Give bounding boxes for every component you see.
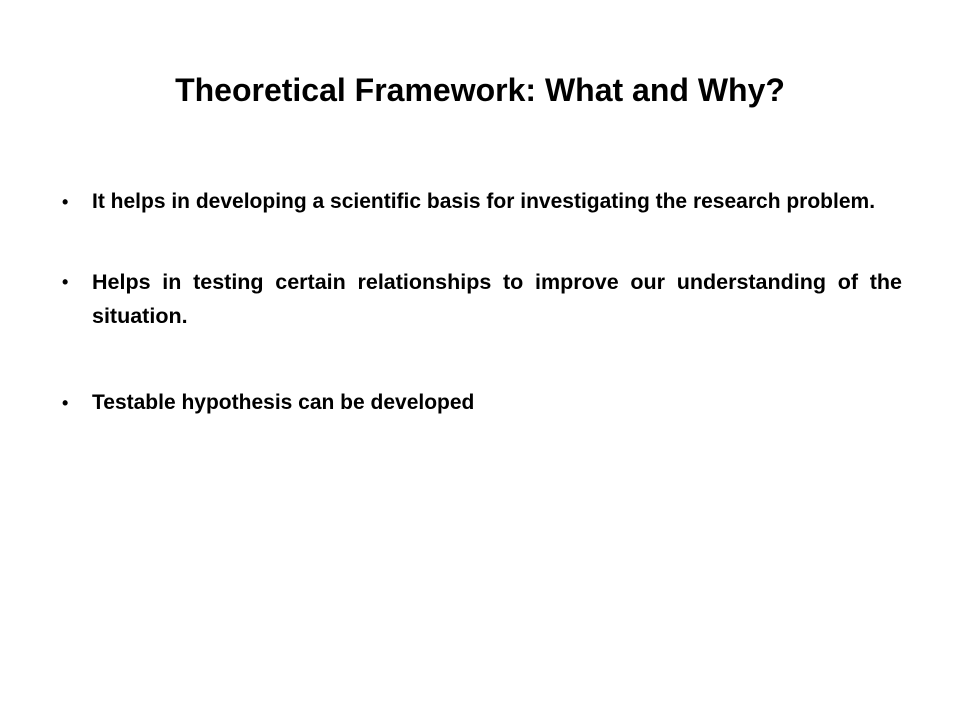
bullet-text: Testable hypothesis can be developed [92,391,475,414]
bullet-text: It helps in developing a scientific basis for investigating the research problem. [92,190,876,213]
bullet-icon: • [62,393,69,413]
slide-title: Theoretical Framework: What and Why? [175,72,785,108]
bullet-list [62,186,902,419]
bullet-item [62,265,902,333]
bullet-text: Helps in testing certain relationships to improve our understanding of the situation. [92,270,902,328]
bullet-item [62,186,902,218]
bullet-item [62,387,902,419]
bullet-icon: • [62,192,69,212]
bullet-icon: • [62,272,69,292]
